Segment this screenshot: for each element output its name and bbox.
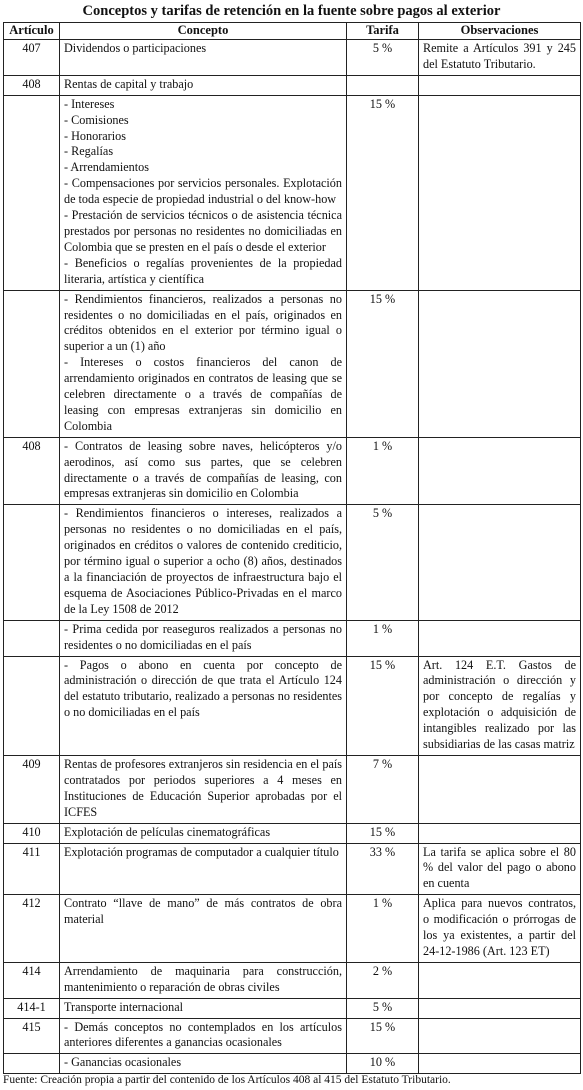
concepto-line: Explotación programas de computador a cualquier título xyxy=(64,844,339,859)
concepto-line: - Rendimientos financieros, realizados a personas no residentes o no domiciliadas en el país, originados en créditos obtenidos en el exterior por término igual o superior a un (1) año xyxy=(64,291,342,354)
cell-observaciones xyxy=(419,437,581,505)
table-row xyxy=(4,962,581,998)
cell-observaciones xyxy=(419,998,581,1018)
cell-concepto xyxy=(60,505,347,620)
cell-tarifa: 5 % xyxy=(347,998,419,1018)
cell-tarifa: 15 % xyxy=(347,290,419,437)
table-row xyxy=(4,895,581,963)
cell-concepto xyxy=(60,895,347,963)
cell-observaciones xyxy=(419,895,581,963)
concepto-line: - Pagos o abono en cuenta por concepto de administración o dirección de que trata el Artículo 124 del estatuto tributario, realizado a personas no residentes o no domiciliadas en el país xyxy=(64,657,342,720)
header-tarifa: Tarifa xyxy=(347,23,419,40)
cell-articulo xyxy=(4,1054,60,1074)
cell-observaciones xyxy=(419,95,581,290)
table-row xyxy=(4,823,581,843)
cell-tarifa: 5 % xyxy=(347,40,419,76)
cell-articulo: 409 xyxy=(4,755,60,823)
table-row xyxy=(4,437,581,505)
cell-observaciones xyxy=(419,656,581,755)
cell-articulo: 412 xyxy=(4,895,60,963)
concepto-line: - Compensaciones por servicios personales. Explotación de toda especie de propiedad industrial o del know-how xyxy=(64,176,342,207)
cell-concepto xyxy=(60,755,347,823)
concepto-line: Transporte internacional xyxy=(64,999,184,1014)
table-row xyxy=(4,998,581,1018)
cell-tarifa: 1 % xyxy=(347,620,419,656)
concepto-line: Explotación de películas cinematográficas xyxy=(64,824,271,839)
concepto-line: - Arrendamientos xyxy=(64,160,149,175)
concepto-line: - Contratos de leasing sobre naves, helicópteros y/o aerodinos, así como sus partes, que se celebren directamente o a través de compañías de leasing, con empresas extranjeras sin domicilio en Colombia xyxy=(64,438,342,501)
source-note: Fuente: Creación propia a partir del contenido de los Artículos 408 al 415 del Estatuto Tributario. xyxy=(3,1074,451,1086)
cell-observaciones xyxy=(419,1018,581,1054)
header-concepto: Concepto xyxy=(60,23,347,40)
table-title: Conceptos y tarifas de retención en la fuente sobre pagos al exterior xyxy=(82,3,501,19)
cell-concepto xyxy=(60,75,347,95)
concepto-line: Arrendamiento de maquinaria para construcción, mantenimiento o reparación de obras civiles xyxy=(64,963,342,994)
header-row xyxy=(4,23,581,40)
cell-observaciones xyxy=(419,75,581,95)
cell-articulo: 408 xyxy=(4,437,60,505)
cell-articulo xyxy=(4,656,60,755)
observacion-line: Remite a Artículos 391 y 245 del Estatuto Tributario. xyxy=(423,41,576,71)
observacion-line: Art. 124 E.T. Gastos de administración o dirección y por concepto de regalías y explotación o adquisición de intangibles realizado por las subsidiarias de las casas matriz xyxy=(423,657,576,752)
cell-concepto xyxy=(60,998,347,1018)
cell-tarifa: 1 % xyxy=(347,437,419,505)
concepto-line: - Intereses o costos financieros del canon de arrendamiento originados en contratos de leasing que se celebren directamente o a través de compañías de leasing con empresas extranjeras sin domicilio en Colombia xyxy=(64,355,342,433)
header-observaciones: Observaciones xyxy=(419,23,581,40)
cell-articulo: 408 xyxy=(4,75,60,95)
cell-concepto xyxy=(60,290,347,437)
cell-articulo xyxy=(4,620,60,656)
cell-articulo: 410 xyxy=(4,823,60,843)
cell-articulo xyxy=(4,505,60,620)
cell-observaciones xyxy=(419,843,581,895)
cell-articulo: 407 xyxy=(4,40,60,76)
concepto-line: Rentas de capital y trabajo xyxy=(64,76,194,91)
table-row xyxy=(4,1018,581,1054)
cell-observaciones xyxy=(419,40,581,76)
cell-tarifa xyxy=(347,75,419,95)
concepto-line: - Intereses xyxy=(64,96,115,111)
table-row xyxy=(4,75,581,95)
concepto-line: - Honorarios xyxy=(64,128,126,143)
cell-articulo: 411 xyxy=(4,843,60,895)
cell-concepto xyxy=(60,95,347,290)
concepto-line: - Ganancias ocasionales xyxy=(64,1055,182,1070)
cell-tarifa: 33 % xyxy=(347,843,419,895)
cell-tarifa: 5 % xyxy=(347,505,419,620)
concepto-line: - Rendimientos financieros o intereses, realizados a personas no residentes o no domiciliadas en el país, originados en créditos o valores de contenido crediticio, por término igual o superior a ocho (8) años, destinados a la financiación de proyectos de infraestructura bajo el esquema de Asociaciones Público-Privadas en el marco de la Ley 1508 de 2012 xyxy=(64,506,342,616)
observacion-line: La tarifa se aplica sobre el 80 % del valor del pago o abono en cuenta xyxy=(423,844,576,891)
concepto-line: - Beneficios o regalías provenientes de la propiedad literaria, artística y científica xyxy=(64,255,342,286)
cell-observaciones xyxy=(419,755,581,823)
cell-observaciones xyxy=(419,505,581,620)
observacion-line: Aplica para nuevos contratos, o modificación o prórrogas de los ya existentes, a partir del 24-12-1986 (Art. 123 ET) xyxy=(423,896,576,958)
concepto-line: - Comisiones xyxy=(64,112,129,127)
cell-tarifa: 10 % xyxy=(347,1054,419,1074)
concepto-line: - Prestación de servicios técnicos o de asistencia técnica prestados por personas no residentes no domiciliadas en Colombia que se presten en el país o desde el exterior xyxy=(64,208,342,254)
cell-tarifa: 2 % xyxy=(347,962,419,998)
cell-tarifa: 15 % xyxy=(347,95,419,290)
cell-concepto xyxy=(60,1054,347,1074)
table-row xyxy=(4,290,581,437)
cell-observaciones xyxy=(419,620,581,656)
cell-tarifa: 7 % xyxy=(347,755,419,823)
cell-tarifa: 15 % xyxy=(347,1018,419,1054)
table-row xyxy=(4,755,581,823)
concepto-line: - Prima cedida por reaseguros realizados a personas no residentes o no domiciliadas en el país xyxy=(64,621,342,652)
cell-observaciones xyxy=(419,290,581,437)
retention-table xyxy=(3,22,581,1074)
cell-observaciones xyxy=(419,823,581,843)
cell-articulo: 414-1 xyxy=(4,998,60,1018)
cell-concepto xyxy=(60,656,347,755)
cell-tarifa: 15 % xyxy=(347,656,419,755)
table-row xyxy=(4,40,581,76)
cell-concepto xyxy=(60,823,347,843)
cell-tarifa: 1 % xyxy=(347,895,419,963)
table-row xyxy=(4,1054,581,1074)
cell-articulo: 415 xyxy=(4,1018,60,1054)
cell-concepto xyxy=(60,843,347,895)
cell-tarifa: 15 % xyxy=(347,823,419,843)
table-row xyxy=(4,505,581,620)
cell-articulo xyxy=(4,95,60,290)
table-row xyxy=(4,656,581,755)
cell-articulo: 414 xyxy=(4,962,60,998)
concepto-line: Dividendos o participaciones xyxy=(64,41,207,55)
table-row xyxy=(4,843,581,895)
table-row xyxy=(4,620,581,656)
concepto-line: Contrato “llave de mano” de más contratos de obra material xyxy=(64,896,342,927)
cell-concepto xyxy=(60,437,347,505)
concepto-line: - Demás conceptos no contemplados en los artículos anteriores diferentes a ganancias ocasionales xyxy=(64,1019,342,1050)
concepto-line: Rentas de profesores extranjeros sin residencia en el país contratados por periodos superiores a 4 meses en Instituciones de Educación Superior aprobadas por el ICFES xyxy=(64,756,342,819)
table-row xyxy=(4,95,581,290)
cell-concepto xyxy=(60,620,347,656)
cell-concepto xyxy=(60,40,347,76)
header-articulo: Artículo xyxy=(4,23,60,40)
cell-concepto xyxy=(60,1018,347,1054)
cell-articulo xyxy=(4,290,60,437)
cell-concepto xyxy=(60,962,347,998)
cell-observaciones xyxy=(419,962,581,998)
concepto-line: - Regalías xyxy=(64,144,114,159)
cell-observaciones xyxy=(419,1054,581,1074)
